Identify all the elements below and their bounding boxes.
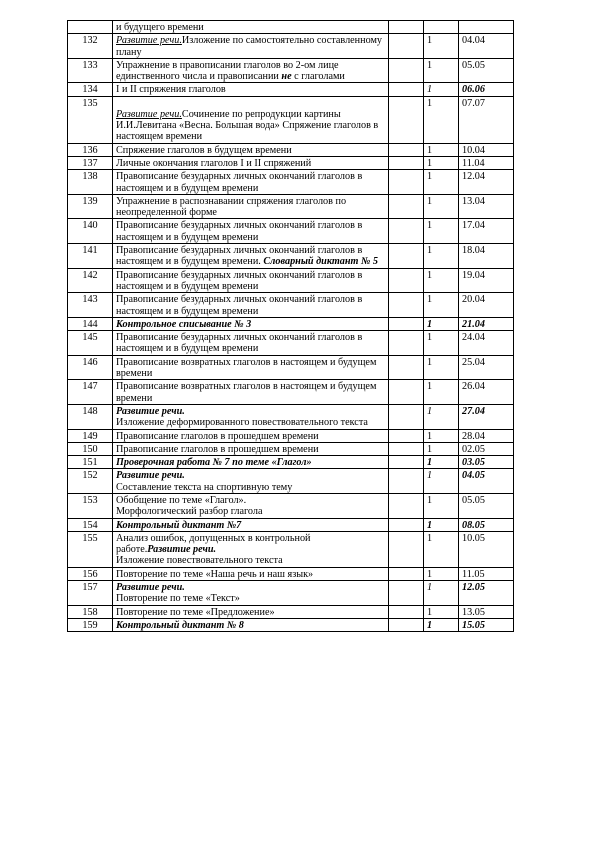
date-cell: 17.04 [459,219,514,244]
topic-text: Правописание безударных личных окончаний глаголов в настоящем и в будущем времени [116,332,363,355]
lesson-topic-cell [113,194,389,219]
lesson-topic-cell [113,618,389,631]
lesson-topic-cell [113,156,389,169]
empty-cell [389,469,424,494]
date-cell: 05.05 [459,58,514,83]
lesson-number-cell: 154 [68,518,113,531]
date-cell: 12.04 [459,170,514,195]
topic-text: Обобщение по теме «Глагол». [116,494,247,506]
hours-cell: 1 [424,331,459,356]
date-cell: 10.04 [459,143,514,156]
topic-text: Анализ ошибок, допущенных в контрольной работе. [116,532,311,556]
topic-text: и будущего времени [116,22,204,33]
table-row [68,429,514,442]
empty-cell [389,293,424,318]
table-row [68,293,514,318]
lesson-topic-cell [113,219,389,244]
lesson-number-cell: 159 [68,618,113,631]
topic-text: Правописание глаголов в прошедшем времени [116,443,319,455]
date-cell: 03.05 [459,456,514,469]
date-cell: 04.04 [459,34,514,59]
table-row [68,58,514,83]
lesson-topic-cell [113,456,389,469]
lesson-number-cell: 137 [68,156,113,169]
hours-cell: 1 [424,355,459,380]
hours-cell: 1 [424,518,459,531]
table-row [68,34,514,59]
empty-cell [389,355,424,380]
table-row [68,581,514,606]
date-cell: 26.04 [459,380,514,405]
empty-cell [389,531,424,567]
topic-text: Развитие речи. [116,35,182,47]
hours-cell: 1 [424,34,459,59]
lesson-number-cell: 142 [68,268,113,293]
hours-cell: 1 [424,143,459,156]
topic-text: Изложение деформированного повествовательного текста [116,417,368,429]
lesson-number-cell: 135 [68,96,113,143]
empty-cell [389,194,424,219]
empty-cell [389,567,424,580]
date-cell: 25.04 [459,355,514,380]
empty-cell [389,34,424,59]
date-cell: 27.04 [459,404,514,429]
lesson-topic-cell [113,493,389,518]
empty-cell [389,170,424,195]
date-cell: 10.05 [459,531,514,567]
empty-cell [389,219,424,244]
table-row [68,567,514,580]
empty-cell [389,96,424,143]
lesson-topic-cell [113,380,389,405]
date-cell: 18.04 [459,244,514,269]
lesson-topic-cell [113,83,389,96]
empty-cell [389,143,424,156]
table-row [68,404,514,429]
lesson-topic-cell [113,567,389,580]
topic-text: Развитие речи. [116,108,182,120]
date-cell: 13.05 [459,605,514,618]
hours-cell [424,21,459,34]
table-row [68,268,514,293]
empty-cell [389,83,424,96]
topic-text: Сочинение по репродукции картины И.И.Левитана «Весна. Большая вода» Спряжение глаголов в настоящем времени [116,108,379,143]
table-row [68,456,514,469]
topic-text: Морфологический разбор глагола [116,506,263,518]
table-row [68,143,514,156]
lesson-topic-cell [113,355,389,380]
lesson-plan-table [67,20,514,632]
topic-text: не [281,71,292,83]
table-row [68,355,514,380]
lesson-number-cell: 138 [68,170,113,195]
hours-cell: 1 [424,493,459,518]
lesson-number-cell: 141 [68,244,113,269]
lesson-topic-cell [113,21,389,34]
date-cell: 08.05 [459,518,514,531]
topic-text: Упражнение в распознавании спряжения глаголов по неопределенной форме [116,195,347,219]
empty-cell [389,404,424,429]
lesson-number-cell: 136 [68,143,113,156]
lesson-number-cell: 158 [68,605,113,618]
topic-text: Словарный диктант № 5 [263,256,378,268]
topic-text: Развитие речи. [116,405,185,417]
table-row [68,96,514,143]
table-row [68,531,514,567]
empty-cell [389,442,424,455]
hours-cell: 1 [424,456,459,469]
lesson-number-cell: 153 [68,493,113,518]
table-row [68,244,514,269]
date-cell: 06.06 [459,83,514,96]
date-cell: 28.04 [459,429,514,442]
lesson-number-cell: 133 [68,58,113,83]
topic-text: Правописание безударных личных окончаний глаголов в настоящем и в будущем времени [116,294,363,317]
lesson-number-cell: 146 [68,355,113,380]
empty-cell [389,58,424,83]
lesson-number-cell: 152 [68,469,113,494]
lesson-topic-cell [113,442,389,455]
lesson-number-cell: 157 [68,581,113,606]
table-row [68,21,514,34]
topic-text: Правописание глаголов в прошедшем времени [116,430,319,442]
table-row [68,380,514,405]
topic-text: Правописание безударных личных окончаний глаголов в настоящем и в будущем времени [116,171,363,194]
lesson-topic-cell [113,170,389,195]
date-cell: 20.04 [459,293,514,318]
hours-cell: 1 [424,380,459,405]
hours-cell: 1 [424,83,459,96]
topic-text: Повторение по теме «Наша речь и наш язык» [116,568,314,580]
table-row [68,194,514,219]
lesson-topic-cell [113,581,389,606]
empty-cell [389,493,424,518]
lesson-number-cell: 148 [68,404,113,429]
empty-cell [389,317,424,330]
topic-text: Контрольный диктант № 8 [116,619,244,631]
empty-cell [389,156,424,169]
lesson-topic-cell [113,469,389,494]
lesson-topic-cell [113,58,389,83]
topic-text: Развитие речи. [116,582,185,594]
hours-cell: 1 [424,618,459,631]
lesson-topic-cell [113,317,389,330]
table-row [68,618,514,631]
empty-cell [389,331,424,356]
topic-text: Спряжение глаголов в будущем времени [116,144,292,156]
lesson-topic-cell [113,331,389,356]
hours-cell: 1 [424,317,459,330]
lesson-number-cell: 144 [68,317,113,330]
date-cell: 13.04 [459,194,514,219]
hours-cell: 1 [424,194,459,219]
lesson-topic-cell [113,605,389,618]
empty-cell [389,429,424,442]
date-cell: 07.07 [459,96,514,143]
table-row [68,518,514,531]
empty-cell [389,244,424,269]
empty-cell [389,21,424,34]
date-cell: 24.04 [459,331,514,356]
hours-cell: 1 [424,605,459,618]
topic-text: Упражнение в правописании глаголов во 2-ом лице единственного числа и правописании [116,59,339,83]
lesson-topic-cell [113,404,389,429]
empty-cell [389,268,424,293]
topic-text: Изложение по самостоятельно составленному плану [116,35,383,58]
hours-cell: 1 [424,96,459,143]
date-cell: 04.05 [459,469,514,494]
hours-cell: 1 [424,404,459,429]
date-cell: 21.04 [459,317,514,330]
lesson-topic-cell [113,34,389,59]
topic-text: Правописание безударных личных окончаний глаголов в настоящем и в будущем времени. [116,245,363,268]
date-cell: 05.05 [459,493,514,518]
hours-cell: 1 [424,156,459,169]
lesson-number-cell: 150 [68,442,113,455]
lesson-number-cell: 151 [68,456,113,469]
topic-text: с глаголами [291,71,345,83]
table-row [68,442,514,455]
empty-cell [389,605,424,618]
topic-text: Правописание возвратных глаголов в настоящем и будущем времени [116,356,377,380]
topic-text: Развитие речи. [147,544,217,556]
hours-cell: 1 [424,58,459,83]
hours-cell: 1 [424,293,459,318]
date-cell: 02.05 [459,442,514,455]
topic-text: Контрольное списывание № 3 [116,318,252,330]
table-row [68,493,514,518]
lesson-topic-cell [113,531,389,567]
lesson-number-cell: 143 [68,293,113,318]
date-cell: 19.04 [459,268,514,293]
empty-cell [389,581,424,606]
lesson-topic-cell [113,518,389,531]
lesson-topic-cell [113,293,389,318]
topic-text: Правописание безударных личных окончаний глаголов в настоящем и в будущем времени [116,220,363,243]
table-row [68,331,514,356]
hours-cell: 1 [424,219,459,244]
date-cell: 11.04 [459,156,514,169]
hours-cell: 1 [424,469,459,494]
date-cell [459,21,514,34]
hours-cell: 1 [424,581,459,606]
lesson-topic-cell [113,268,389,293]
table-row [68,170,514,195]
lesson-topic-cell [113,143,389,156]
lesson-number-cell: 139 [68,194,113,219]
table-row [68,83,514,96]
hours-cell: 1 [424,170,459,195]
hours-cell: 1 [424,429,459,442]
lesson-number-cell [68,21,113,34]
topic-text: I и II спряжения глаголов [116,84,226,96]
empty-cell [389,380,424,405]
lesson-number-cell: 147 [68,380,113,405]
lesson-topic-cell [113,244,389,269]
date-cell: 12.05 [459,581,514,606]
lesson-number-cell: 140 [68,219,113,244]
topic-text: Правописание безударных личных окончаний глаголов в настоящем и в будущем времени [116,269,363,292]
date-cell: 15.05 [459,618,514,631]
lesson-topic-cell [113,96,389,143]
topic-text: Контрольный диктант №7 [116,519,242,531]
topic-spacer [116,98,385,109]
topic-text: Правописание возвратных глаголов в настоящем и будущем времени [116,381,377,404]
date-cell: 11.05 [459,567,514,580]
hours-cell: 1 [424,531,459,567]
topic-text: Повторение по теме «Текст» [116,593,240,605]
empty-cell [389,456,424,469]
lesson-number-cell: 156 [68,567,113,580]
topic-text: Проверочная работа № 7 по теме «Глагол» [116,457,312,469]
empty-cell [389,618,424,631]
topic-text: Составление текста на спортивную тему [116,481,293,493]
topic-text: Изложение повествовательного текста [116,555,283,567]
topic-text: Развитие речи. [116,470,185,482]
hours-cell: 1 [424,244,459,269]
empty-cell [389,518,424,531]
hours-cell: 1 [424,442,459,455]
hours-cell: 1 [424,567,459,580]
topic-text: Повторение по теме «Предложение» [116,606,275,618]
lesson-topic-cell [113,429,389,442]
topic-text: Личные окончания глаголов I и II спряжений [116,157,312,169]
table-row [68,317,514,330]
lesson-number-cell: 134 [68,83,113,96]
lesson-number-cell: 149 [68,429,113,442]
hours-cell: 1 [424,268,459,293]
table-row [68,605,514,618]
lesson-number-cell: 155 [68,531,113,567]
table-row [68,469,514,494]
lesson-number-cell: 132 [68,34,113,59]
lesson-plan-rows [68,21,514,632]
table-row [68,219,514,244]
table-row [68,156,514,169]
lesson-number-cell: 145 [68,331,113,356]
